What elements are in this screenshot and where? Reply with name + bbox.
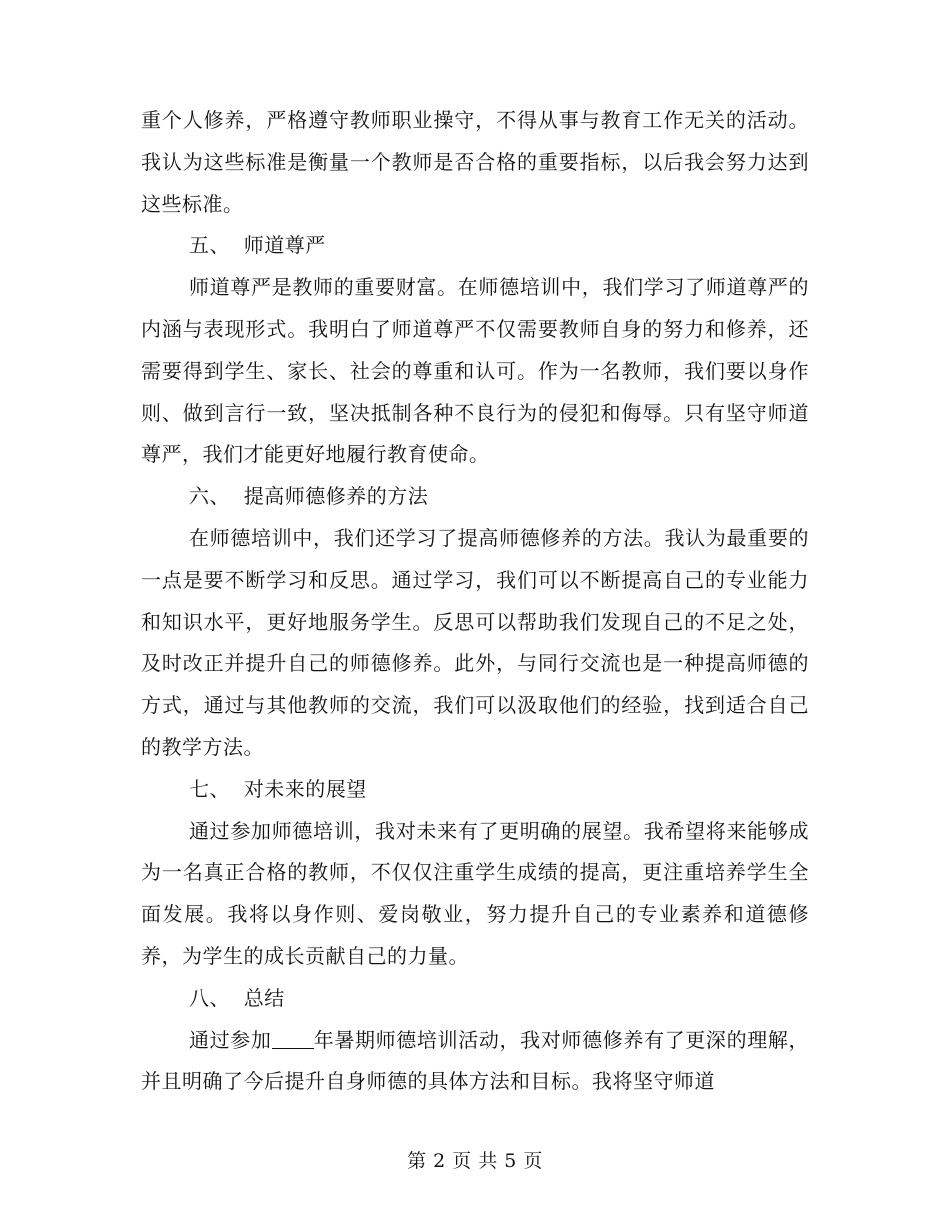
summary-suffix: 年暑期师德培训活动，我对师德修养有了更深的理解，并且明确了今后提升自身师德的具体方法和目标。我将坚守师道 bbox=[141, 1027, 810, 1094]
section-paragraph-8 bbox=[141, 1020, 809, 1104]
section-heading-8: 八、 总结 bbox=[189, 985, 285, 1010]
summary-prefix: 通过参加 bbox=[189, 1027, 272, 1052]
page-number-footer: 第 2 页 共 5 页 bbox=[407, 1150, 543, 1172]
section-heading-5: 五、 师道尊严 bbox=[189, 233, 326, 258]
section-heading-6: 六、 提高师德修养的方法 bbox=[189, 484, 429, 509]
section-paragraph-5: 师道尊严是教师的重要财富。在师德培训中，我们学习了师道尊严的内涵与表现形式。我明白了师道尊严不仅需要教师自身的努力和修养，还需要得到学生、家长、社会的尊重和认可。作为一名教师，我们要以身作则、做到言行一致，坚决抵制各种不良行为的侵犯和侮辱。只有坚守师道尊严，我们才能更好地履行教育使命。 bbox=[141, 275, 809, 467]
section-paragraph-7: 通过参加师德培训，我对未来有了更明确的展望。我希望将来能够成为一名真正合格的教师，不仅仅注重学生成绩的提高，更注重培养学生全面发展。我将以身作则、爱岗敬业，努力提升自己的专业素养和道德修养，为学生的成长贡献自己的力量。 bbox=[141, 818, 809, 968]
section-paragraph-6: 在师德培训中，我们还学习了提高师德修养的方法。我认为最重要的一点是要不断学习和反思。通过学习，我们可以不断提高自己的专业能力和知识水平，更好地服务学生。反思可以帮助我们发现自己的不足之处，及时改正并提升自己的师德修养。此外，与同行交流也是一种提高师德的方式，通过与其他教师的交流，我们可以汲取他们的经验，找到适合自己的教学方法。 bbox=[141, 525, 809, 759]
section-heading-7: 七、 对未来的展望 bbox=[189, 776, 367, 801]
document-body bbox=[141, 100, 809, 1103]
continuation-paragraph: 重个人修养，严格遵守教师职业操守，不得从事与教育工作无关的活动。我认为这些标准是衡量一个教师是否合格的重要指标，以后我会努力达到这些标准。 bbox=[141, 108, 809, 216]
year-blank bbox=[272, 1028, 314, 1049]
